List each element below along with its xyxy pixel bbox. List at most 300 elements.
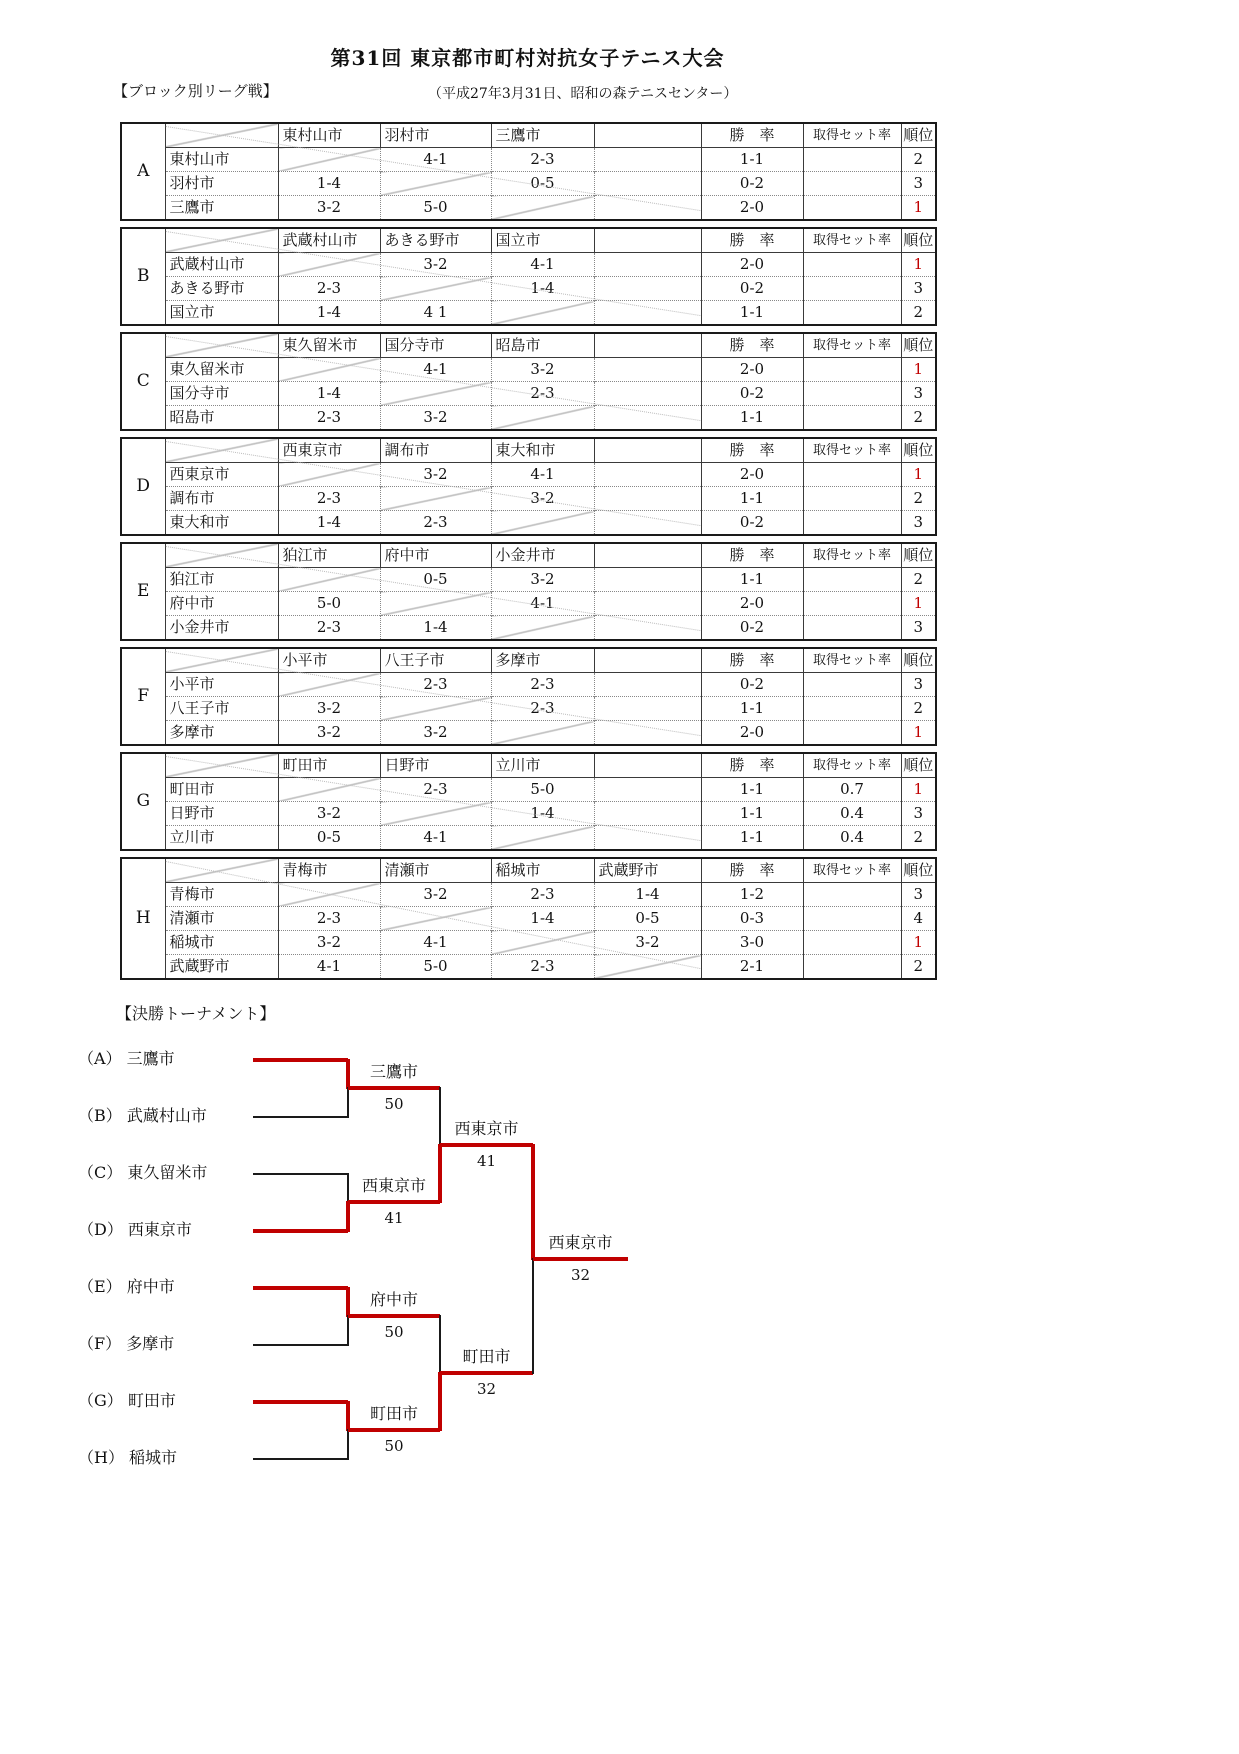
league-section-label: 【ブロック別リーグ戦】 [113,82,278,100]
win-rate-cell: 2-0 [701,358,803,382]
bracket-section-label: 【決勝トーナメント】 [116,1004,276,1023]
result-cell: 3-2 [278,697,380,721]
bracket-score: 50 [384,1323,404,1341]
team-row [121,907,936,931]
header-row [121,123,936,148]
result-cell [594,148,701,172]
opponent-header: 武蔵野市 [594,858,701,883]
team-row [121,778,936,802]
opponent-header: 多摩市 [491,648,594,673]
rank-cell: 2 [901,487,936,511]
set-rate-cell [803,148,901,172]
opponent-header [594,228,701,253]
header-row [121,333,936,358]
team-cell: 府中市 [165,592,278,616]
set-rate-cell [803,301,901,326]
win-rate-cell: 2-1 [701,955,803,980]
league-block-F [120,647,937,746]
set-rate-cell [803,568,901,592]
result-cell [278,568,380,592]
result-cell: 5-0 [278,592,380,616]
result-cell [380,802,491,826]
block-letter: D [121,438,165,535]
set-rate-cell [803,907,901,931]
set-rate-header: 取得セット率 [803,123,901,148]
team-row [121,463,936,487]
result-cell [594,196,701,221]
set-rate-cell [803,253,901,277]
result-cell [594,463,701,487]
bracket-score: 41 [384,1209,404,1227]
opponent-header: 調布市 [380,438,491,463]
corner-cell [165,648,278,673]
result-cell [278,673,380,697]
bracket-entry-label: （D） 西東京市 [78,1220,192,1239]
corner-cell [165,753,278,778]
win-rate-cell: 1-1 [701,301,803,326]
league-block-B [120,227,937,326]
bracket-score: 41 [476,1152,497,1170]
team-cell: 小平市 [165,673,278,697]
opponent-header: 立川市 [491,753,594,778]
result-cell [491,721,594,746]
block-letter: G [121,753,165,850]
bracket-entry-label: （A） 三鷹市 [78,1049,175,1068]
team-row [121,253,936,277]
bracket-entry-label: （B） 武蔵村山市 [78,1106,207,1125]
bracket-score: 32 [570,1266,591,1284]
result-cell [594,802,701,826]
opponent-header: あきる野市 [380,228,491,253]
set-rate-header: 取得セット率 [803,543,901,568]
team-row [121,721,936,746]
result-cell: 2-3 [380,511,491,536]
result-cell: 0-5 [380,568,491,592]
result-cell [594,778,701,802]
header-row [121,753,936,778]
bracket-winner-label: 西東京市 [548,1233,613,1252]
result-cell: 0-5 [594,907,701,931]
opponent-header: 青梅市 [278,858,380,883]
bracket-round1-winner-line [348,1314,440,1318]
rank-cell: 1 [901,778,936,802]
result-cell: 1-4 [278,301,380,326]
result-cell [594,673,701,697]
team-cell: 東大和市 [165,511,278,536]
league-block-G [120,752,937,851]
team-row [121,172,936,196]
result-cell [278,778,380,802]
bracket-score: 50 [384,1095,404,1113]
team-row [121,673,936,697]
block-letter: A [121,123,165,220]
set-rate-cell [803,382,901,406]
result-cell: 3-2 [491,487,594,511]
rank-header: 順位 [901,123,936,148]
result-cell [491,931,594,955]
opponent-header: 小金井市 [491,543,594,568]
result-cell [380,697,491,721]
page-title: 第31回 東京都市町村対抗女子テニス大会 [330,46,725,70]
set-rate-cell [803,955,901,980]
league-block-A [120,122,937,221]
win-rate-cell: 0-3 [701,907,803,931]
opponent-header [594,333,701,358]
team-cell: 国立市 [165,301,278,326]
result-cell: 4-1 [491,592,594,616]
result-cell [491,511,594,536]
win-rate-cell: 1-1 [701,568,803,592]
bracket-entry-line [253,1173,348,1175]
team-cell: 青梅市 [165,883,278,907]
team-cell: 多摩市 [165,721,278,746]
team-row [121,358,936,382]
result-cell [594,172,701,196]
result-cell: 3-2 [380,463,491,487]
bracket-entry-label: （E） 府中市 [78,1277,175,1296]
bracket-entry-line [253,1344,348,1346]
team-cell: 東久留米市 [165,358,278,382]
team-row [121,883,936,907]
win-rate-cell: 0-2 [701,511,803,536]
corner-cell [165,123,278,148]
opponent-header: 八王子市 [380,648,491,673]
result-cell [491,616,594,641]
team-cell: 稲城市 [165,931,278,955]
opponent-header [594,648,701,673]
rank-cell: 2 [901,148,936,172]
result-cell [594,406,701,431]
win-rate-cell: 0-2 [701,172,803,196]
set-rate-cell [803,931,901,955]
bracket-winner-label: 西東京市 [361,1176,426,1195]
win-rate-header: 勝 率 [701,648,803,673]
corner-cell [165,543,278,568]
set-rate-cell [803,487,901,511]
result-cell: 1-4 [278,382,380,406]
win-rate-cell: 0-2 [701,277,803,301]
win-rate-cell: 0-2 [701,382,803,406]
rank-header: 順位 [901,438,936,463]
bracket-entry-label: （C） 東久留米市 [78,1163,208,1182]
result-cell: 0-5 [491,172,594,196]
rank-header: 順位 [901,753,936,778]
win-rate-header: 勝 率 [701,228,803,253]
result-cell: 2-3 [278,277,380,301]
rank-header: 順位 [901,648,936,673]
team-cell: 町田市 [165,778,278,802]
result-cell [594,358,701,382]
header-row [121,648,936,673]
team-cell: 八王子市 [165,697,278,721]
opponent-header: 府中市 [380,543,491,568]
rank-cell: 3 [901,277,936,301]
set-rate-cell [803,511,901,536]
corner-cell [165,333,278,358]
set-rate-cell [803,697,901,721]
result-cell: 5-0 [491,778,594,802]
team-cell: 調布市 [165,487,278,511]
win-rate-cell: 1-1 [701,802,803,826]
result-cell [380,487,491,511]
result-cell: 0-5 [278,826,380,851]
result-cell: 1-4 [278,172,380,196]
team-row [121,406,936,431]
rank-cell: 2 [901,406,936,431]
team-cell: 羽村市 [165,172,278,196]
team-cell: あきる野市 [165,277,278,301]
team-cell: 武蔵村山市 [165,253,278,277]
rank-cell: 3 [901,802,936,826]
result-cell [594,487,701,511]
set-rate-header: 取得セット率 [803,648,901,673]
win-rate-header: 勝 率 [701,543,803,568]
result-cell [491,196,594,221]
win-rate-cell: 0-2 [701,673,803,697]
team-row [121,592,936,616]
team-cell: 昭島市 [165,406,278,431]
result-cell [594,721,701,746]
result-cell [491,826,594,851]
result-cell [491,406,594,431]
result-cell: 1-4 [380,616,491,641]
bracket-semifinal-winner-line [440,1371,533,1375]
corner-cell [165,228,278,253]
opponent-header: 東大和市 [491,438,594,463]
win-rate-cell: 1-2 [701,883,803,907]
rank-cell: 1 [901,463,936,487]
win-rate-cell: 1-1 [701,487,803,511]
set-rate-cell: 0.7 [803,778,901,802]
opponent-header: 日野市 [380,753,491,778]
set-rate-cell [803,172,901,196]
result-cell [594,568,701,592]
league-block-C [120,332,937,431]
team-row [121,697,936,721]
bracket-entry-label: （G） 町田市 [78,1391,176,1410]
opponent-header [594,123,701,148]
rank-cell: 3 [901,172,936,196]
opponent-header: 武蔵村山市 [278,228,380,253]
result-cell: 1-4 [594,883,701,907]
result-cell: 5-0 [380,196,491,221]
set-rate-header: 取得セット率 [803,753,901,778]
team-cell: 清瀬市 [165,907,278,931]
rank-cell: 2 [901,301,936,326]
result-cell: 3-2 [278,931,380,955]
rank-header: 順位 [901,543,936,568]
result-cell: 4-1 [380,148,491,172]
team-cell: 日野市 [165,802,278,826]
bracket-entry-line [253,1229,348,1233]
result-cell: 1-4 [491,277,594,301]
bracket-entry-line [253,1116,348,1118]
bracket-round1-winner-line [348,1086,440,1090]
league-block-H [120,857,937,980]
opponent-header: 昭島市 [491,333,594,358]
result-cell: 4-1 [491,253,594,277]
result-cell: 3-2 [594,931,701,955]
result-cell: 3-2 [380,721,491,746]
set-rate-cell [803,616,901,641]
team-row [121,511,936,536]
result-cell: 1-4 [491,802,594,826]
rank-cell: 3 [901,511,936,536]
opponent-header [594,438,701,463]
rank-cell: 1 [901,721,936,746]
opponent-header: 清瀬市 [380,858,491,883]
bracket-winner-label: 府中市 [369,1290,418,1309]
team-row [121,382,936,406]
result-cell: 4-1 [380,826,491,851]
rank-cell: 1 [901,253,936,277]
opponent-header [594,543,701,568]
header-row [121,543,936,568]
rank-cell: 4 [901,907,936,931]
team-cell: 立川市 [165,826,278,851]
team-row [121,826,936,851]
rank-cell: 3 [901,673,936,697]
result-cell: 4-1 [380,358,491,382]
corner-cell [165,858,278,883]
bracket-score: 50 [384,1437,404,1455]
result-cell: 2-3 [278,907,380,931]
bracket-score: 32 [476,1380,497,1398]
result-cell [380,382,491,406]
rank-cell: 1 [901,931,936,955]
opponent-header [594,753,701,778]
team-cell: 武蔵野市 [165,955,278,980]
team-cell: 西東京市 [165,463,278,487]
win-rate-cell: 3-0 [701,931,803,955]
rank-cell: 1 [901,592,936,616]
opponent-header: 小平市 [278,648,380,673]
bracket-round1-winner-line [348,1428,440,1432]
result-cell: 4-1 [380,931,491,955]
bracket-entry-label: （F） 多摩市 [78,1334,175,1353]
result-cell: 3-2 [380,883,491,907]
header-row [121,228,936,253]
set-rate-cell [803,196,901,221]
result-cell: 2-3 [278,406,380,431]
set-rate-cell [803,463,901,487]
bracket-entry-label: （H） 稲城市 [78,1448,178,1467]
result-cell: 3-2 [278,196,380,221]
result-cell: 1-4 [278,511,380,536]
result-cell: 2-3 [491,673,594,697]
result-cell: 2-3 [380,778,491,802]
result-cell [594,826,701,851]
team-cell: 小金井市 [165,616,278,641]
team-row [121,148,936,172]
win-rate-cell: 2-0 [701,592,803,616]
opponent-header: 羽村市 [380,123,491,148]
set-rate-cell [803,277,901,301]
rank-cell: 1 [901,196,936,221]
result-cell [594,301,701,326]
set-rate-cell [803,673,901,697]
corner-cell [165,438,278,463]
result-cell [594,382,701,406]
result-cell: 3-2 [278,721,380,746]
opponent-header: 稲城市 [491,858,594,883]
bracket-final-winner-line [533,1257,628,1261]
team-row [121,277,936,301]
league-block-D [120,437,937,536]
result-cell [380,277,491,301]
team-cell: 三鷹市 [165,196,278,221]
opponent-header: 国分寺市 [380,333,491,358]
bracket-round1-winner-line [348,1200,440,1204]
opponent-header: 国立市 [491,228,594,253]
result-cell [594,955,701,980]
team-cell: 東村山市 [165,148,278,172]
opponent-header: 狛江市 [278,543,380,568]
rank-cell: 2 [901,697,936,721]
result-cell [380,907,491,931]
result-cell: 2-3 [278,616,380,641]
rank-cell: 3 [901,616,936,641]
team-cell: 狛江市 [165,568,278,592]
result-cell: 2-3 [491,148,594,172]
block-letter: B [121,228,165,325]
team-row [121,568,936,592]
win-rate-cell: 1-1 [701,148,803,172]
bracket-winner-label: 三鷹市 [369,1062,418,1081]
win-rate-cell: 2-0 [701,721,803,746]
result-cell: 4-1 [491,463,594,487]
result-cell [380,172,491,196]
result-cell [278,253,380,277]
win-rate-header: 勝 率 [701,123,803,148]
result-cell [594,511,701,536]
header-row [121,858,936,883]
set-rate-cell: 0.4 [803,802,901,826]
set-rate-cell [803,358,901,382]
league-block-E [120,542,937,641]
set-rate-cell [803,592,901,616]
result-cell: 3-2 [491,358,594,382]
result-cell [594,253,701,277]
win-rate-header: 勝 率 [701,333,803,358]
win-rate-header: 勝 率 [701,438,803,463]
team-row [121,616,936,641]
set-rate-cell: 0.4 [803,826,901,851]
set-rate-cell [803,883,901,907]
block-letter: H [121,858,165,979]
opponent-header: 東村山市 [278,123,380,148]
result-cell [594,592,701,616]
result-cell [594,277,701,301]
date-venue-label: （平成27年3月31日、昭和の森テニスセンター） [428,86,738,102]
set-rate-cell [803,406,901,431]
result-cell [278,358,380,382]
block-letter: F [121,648,165,745]
bracket-winner-label: 町田市 [462,1347,511,1366]
result-cell [380,592,491,616]
set-rate-header: 取得セット率 [803,333,901,358]
win-rate-cell: 1-1 [701,826,803,851]
block-letter: E [121,543,165,640]
team-cell: 国分寺市 [165,382,278,406]
result-cell: 2-3 [491,697,594,721]
rank-cell: 3 [901,382,936,406]
team-row [121,802,936,826]
rank-cell: 1 [901,358,936,382]
result-cell: 2-3 [278,487,380,511]
bracket-semifinal-winner-line [440,1143,533,1147]
result-cell [278,883,380,907]
